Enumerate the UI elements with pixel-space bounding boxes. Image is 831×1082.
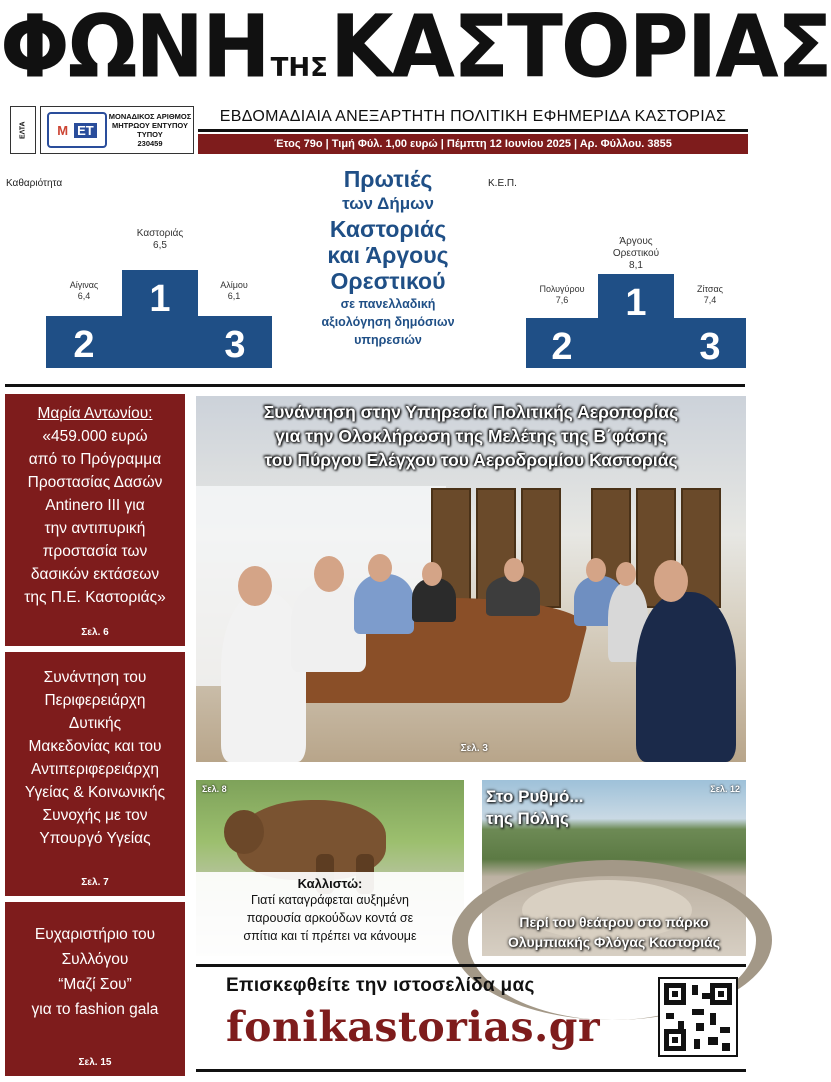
rankings-title-4: και Άργους [327,242,449,268]
person-head [238,566,272,606]
page-ref: Σελ. 6 [81,627,109,638]
met-info [107,112,193,148]
left-third-value: 6,1 [227,291,241,301]
right-step-2 [526,318,598,368]
right-step-3 [674,318,746,368]
website-prompt: Επισκεφθείτε την ιστοσελίδα μας [226,975,535,996]
story-author: Μαρία Αντωνίου: [37,405,153,422]
left-step-2-label: 2 [73,324,95,366]
bear-story[interactable] [196,780,464,956]
page-ref: Σελ. 8 [202,784,227,794]
story-text [5,902,185,1022]
theatre-story[interactable] [482,780,746,956]
rankings-title-5: Ορεστικού [330,268,446,294]
story-line: Μακεδονίας και του [28,738,162,755]
section-divider [5,384,745,387]
right-first-name-2: Ορεστικού [612,248,660,259]
right-podium-label: Κ.Ε.Π. [488,178,517,189]
bear-title: Καλλιστώ: [297,876,363,891]
person-figure [636,592,736,762]
story-line: Συλλόγου [61,951,129,968]
person-figure [354,574,414,634]
page-ref: Σελ. 3 [460,743,488,754]
page-ref: Σελ. 15 [78,1057,112,1068]
story-line: Δυτικής [68,715,122,732]
right-third-value: 7,4 [703,295,717,305]
story-line: προστασία των [42,543,148,560]
rankings-section [0,162,750,380]
theatre-title-line: Στο Ρυθμό... [486,787,584,806]
right-second-value: 7,6 [555,295,569,305]
story-line: Προστασίας Δασών [27,474,163,491]
person-head [616,562,636,586]
right-first-name-1: Άργους [619,236,653,247]
page-ref: Σελ. 7 [81,877,109,888]
right-step-1-label: 1 [625,282,647,324]
headline-line: για την Ολοκλήρωση της Μελέτης της Β΄φάσης [275,426,667,446]
met-number: 230459 [137,139,163,148]
website-url[interactable]: fonikastorias.gr [226,1003,601,1051]
right-third-name: Ζίτσας [696,284,724,294]
right-podium [526,222,746,372]
rankings-sub-3: υπηρεσιών [354,333,422,347]
story-box-fashion-gala[interactable] [5,902,185,1076]
left-second-name: Αίγινας [69,280,99,290]
tagline: ΕΒΔΟΜΑΔΙΑΙΑ ΑΝΕΞΑΡΤΗΤΗ ΠΟΛΙΤΙΚΗ ΕΦΗΜΕΡΙΔΑ ΚΑΣΤΟΡΙΑΣ [198,108,748,132]
person-head [654,560,688,602]
person-head [314,556,344,592]
headline-line: Συνάντηση στην Υπηρεσία Πολιτικής Αεροπορίας [263,402,679,422]
story-line: Περιφερειάρχη [44,692,146,709]
theatre-title [486,786,584,830]
left-step-1 [122,270,198,368]
person-head [368,554,392,582]
masthead-title-right: ΚΑΣΤΟΡΙΑΣ [329,0,831,98]
right-step-2-label: 2 [551,326,573,368]
story-line: της Π.Ε. Καστοριάς» [24,589,166,606]
elta-logo: ΕΛΤΑ [10,106,36,154]
qr-code-icon[interactable] [658,977,738,1057]
story-text [5,394,185,609]
left-podium [46,222,272,372]
person-figure [486,576,540,616]
left-third-name: Αλίμου [220,280,248,290]
rankings-title-3: Καστοριάς [329,216,447,242]
headline-line: του Πύργου Ελέγχου του Αεροδρομίου Καστοριάς [264,450,678,470]
rankings-sub-1: σε πανελλαδική [340,297,436,311]
theatre-caption-line: Περί του θεάτρου στο πάρκο [519,914,709,930]
rankings-headline [298,166,478,348]
bear-head [224,810,264,854]
right-step-3-label: 3 [699,326,721,368]
main-story-photo[interactable] [196,396,746,762]
story-line: από το Πρόγραμμα [28,451,162,468]
met-logo-m: Μ [57,122,69,138]
story-line: Ευχαριστήριο του [34,926,156,943]
rankings-sub-2: αξιολόγηση δημόσιων [321,315,455,329]
theatre-title-line: της Πόλης [486,809,569,828]
theatre-caption [482,912,746,952]
story-line: την αντιπυρική [44,520,146,537]
main-headline [196,400,746,472]
bookshelf [681,488,721,608]
story-line: Antinero III για [45,497,145,514]
story-line: Υγείας & Κοινωνικής [24,784,166,801]
story-line: Αντιπεριφερειάρχη [31,761,159,778]
bear-line: παρουσία αρκούδων κοντά σε [246,911,414,925]
left-step-1-label: 1 [149,278,171,320]
story-line: Συνάντηση του [43,669,147,686]
masthead [0,0,831,102]
left-podium-label: Καθαριότητα [6,178,63,189]
story-box-perifereiarxis[interactable] [5,652,185,896]
rankings-title-2: των Δήμων [342,194,434,213]
met-registry-box [40,106,194,154]
left-step-2 [46,316,122,368]
story-line: Συνοχής με τον [42,807,148,824]
right-step-1 [598,274,674,368]
masthead-title-mid: ΤΗΣ [270,53,328,83]
person-head [586,558,606,582]
info-bar [10,106,748,156]
left-first-value: 6,5 [153,240,167,251]
right-first-value: 8,1 [629,260,643,271]
bear-line: σπίτια και τί πρέπει να κάνουμε [243,929,417,943]
story-line: “Μαζί Σου” [58,976,132,993]
person-head [422,562,442,586]
met-logo-et: ΕΤ [74,123,97,138]
issue-bar: Έτος 79ο | Τιμή Φύλ. 1,00 ευρώ | Πέμπτη 12 Ιουνίου 2025 | Αρ. Φύλλου. 3855 [198,134,748,154]
right-second-name: Πολυγύρου [539,284,585,294]
theatre-caption-line: Ολυμπιακής Φλόγας Καστοριάς [508,934,720,950]
story-line: δασικών εκτάσεων [30,566,160,583]
left-second-value: 6,4 [77,291,91,301]
rankings-title-1: Πρωτιές [343,166,433,192]
story-box-antiwnioy[interactable] [5,394,185,646]
story-line: για το fashion gala [31,1001,159,1018]
page-ref: Σελ. 12 [710,784,740,794]
story-text [5,652,185,850]
bear-line: Γιατί καταγράφεται αυξημένη [251,893,409,907]
website-banner[interactable] [196,964,746,1072]
story-line: «459.000 ευρώ [42,428,148,445]
met-info-text: ΜΟΝΑΔΙΚΟΣ ΑΡΙΘΜΟΣ ΜΗΤΡΩΟΥ ΕΝΤΥΠΟΥ ΤΥΠΟΥ [108,112,192,139]
masthead-title-left: ΦΩΝΗ [0,0,269,98]
left-first-name: Καστοριάς [136,228,184,239]
left-step-3 [198,316,272,368]
left-step-3-label: 3 [224,324,246,366]
bear-caption [196,872,464,956]
person-head [504,558,524,582]
met-logo [47,112,107,148]
story-line: Υπουργό Υγείας [39,830,151,847]
